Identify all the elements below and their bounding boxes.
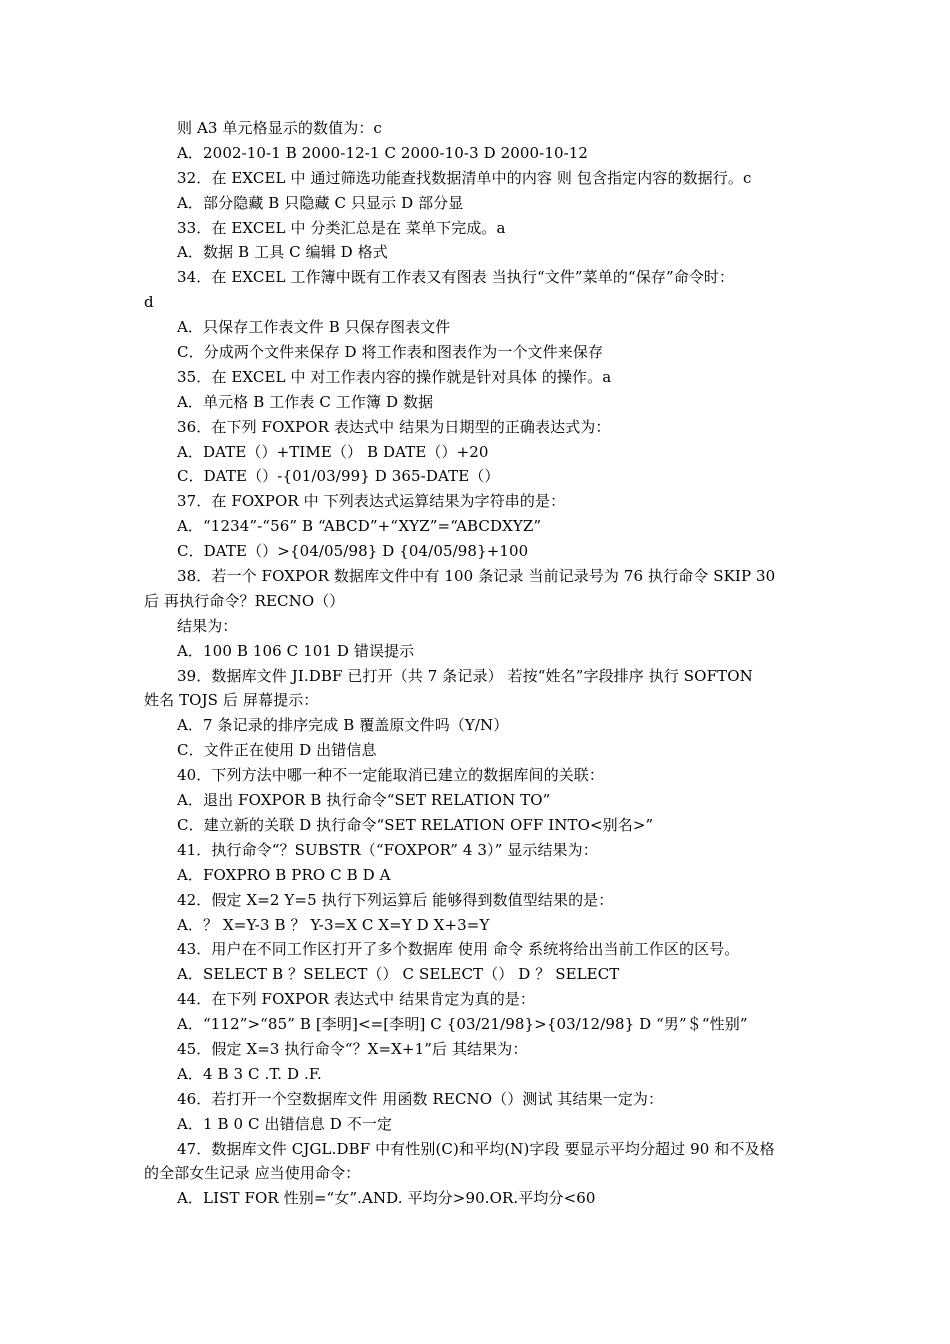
text-line: A．LIST FOR 性别=“女”.AND. 平均分>90.OR.平均分<60 xyxy=(177,1189,596,1208)
text-line: 34．在 EXCEL 工作簿中既有工作表又有图表 当执行“文件”菜单的“保存”命令时： xyxy=(177,268,735,287)
text-line: 的全部女生记录 应当使用命令： xyxy=(144,1164,361,1183)
text-line: C．DATE（）>{04/05/98} D {04/05/98}+100 xyxy=(177,542,529,561)
text-line: A．DATE（）+TIME（） B DATE（）+20 xyxy=(177,442,489,461)
text-line: A．2002-10-1 B 2000-12-1 C 2000-10-3 D 2000-10-12 xyxy=(177,143,589,162)
text-line: 姓名 TOJS 后 屏幕提示： xyxy=(144,691,319,710)
text-line: C．DATE（）-{01/03/99} D 365-DATE（） xyxy=(177,467,500,486)
text-line: A．7 条记录的排序完成 B 覆盖原文件吗（Y/N） xyxy=(177,716,509,735)
text-line: A．100 B 106 C 101 D 错误提示 xyxy=(177,641,415,660)
text-line: 41．执行命令“？SUBSTR（“FOXPOR” 4 3）” 显示结果为： xyxy=(177,840,598,859)
text-line: 36．在下列 FOXPOR 表达式中 结果为日期型的正确表达式为： xyxy=(177,417,611,436)
text-line: A．单元格 B 工作表 C 工作簿 D 数据 xyxy=(177,392,434,411)
text-line: d xyxy=(144,293,154,312)
text-line: 40．下列方法中哪一种不一定能取消已建立的数据库间的关联： xyxy=(177,766,604,785)
text-line: 46．若打开一个空数据库文件 用函数 RECNO（）测试 其结果一定为： xyxy=(177,1089,664,1108)
text-line: A．1 B 0 C 出错信息 D 不一定 xyxy=(177,1114,393,1133)
text-line: 结果为： xyxy=(177,616,238,635)
text-line: C．分成两个文件来保存 D 将工作表和图表作为一个文件来保存 xyxy=(177,343,604,362)
text-line: 44．在下列 FOXPOR 表达式中 结果肯定为真的是： xyxy=(177,990,535,1009)
text-line: 后 再执行命令？RECNO（） xyxy=(144,591,345,610)
text-line: A．部分隐藏 B 只隐藏 C 只显示 D 部分显 xyxy=(177,193,464,212)
text-line: 45．假定 X=3 执行命令“？X=X+1”后 其结果为： xyxy=(177,1039,528,1058)
text-line: A．4 B 3 C .T. D .F. xyxy=(177,1064,322,1083)
text-line: 37．在 FOXPOR 中 下列表达式运算结果为字符串的是： xyxy=(177,492,566,511)
text-line: A．退出 FOXPOR B 执行命令“SET RELATION TO” xyxy=(177,791,551,810)
text-line: 47．数据库文件 CJGL.DBF 中有性别(C)和平均(N)字段 要显示平均分超过 90 和不及格 xyxy=(177,1139,775,1158)
text-line: A．SELECT B ？SELECT（） C SELECT（） D ？ SELECT xyxy=(177,965,620,984)
text-line: C．建立新的关联 D 执行命令“SET RELATION OFF INTO<别名>” xyxy=(177,815,654,834)
text-line: A．只保存工作表文件 B 只保存图表文件 xyxy=(177,318,451,337)
text-line: 33．在 EXCEL 中 分类汇总是在 菜单下完成。a xyxy=(177,218,506,237)
text-line: 42．假定 X=2 Y=5 执行下列运算后 能够得到数值型结果的是： xyxy=(177,890,614,909)
text-line: 35．在 EXCEL 中 对工作表内容的操作就是针对具体 的操作。a xyxy=(177,367,612,386)
text-line: 38．若一个 FOXPOR 数据库文件中有 100 条记录 当前记录号为 76 执行命令 SKIP 30 xyxy=(177,567,776,586)
text-line: 39．数据库文件 JI.DBF 已打开（共 7 条记录） 若按“姓名”字段排序 执行 SOFTON xyxy=(177,666,753,685)
text-line: 43．用户在不同工作区打开了多个数据库 使用 命令 系统将给出当前工作区的区号。 xyxy=(177,940,740,959)
text-line: A．FOXPRO B PRO C B D A xyxy=(177,865,391,884)
text-line: A．“1234”-“56” B “ABCD”+“XYZ”=“ABCDXYZ” xyxy=(177,517,542,536)
text-line: 则 A3 单元格显示的数值为：c xyxy=(177,119,382,137)
document-page xyxy=(0,116,950,1211)
text-line: A．数据 B 工具 C 编辑 D 格式 xyxy=(177,243,388,262)
text-line: A．？ X=Y-3 B ？ Y-3=X C X=Y D X+3=Y xyxy=(177,915,490,934)
text-line: 32．在 EXCEL 中 通过筛选功能查找数据清单中的内容 则 包含指定内容的数据行。c xyxy=(177,168,752,187)
text-line: C．文件正在使用 D 出错信息 xyxy=(177,741,377,760)
text-line: A．“112”>“85” B [李明]<=[李明] C {03/21/98}>{03/12/98} D “男”＄“性别” xyxy=(177,1015,748,1034)
